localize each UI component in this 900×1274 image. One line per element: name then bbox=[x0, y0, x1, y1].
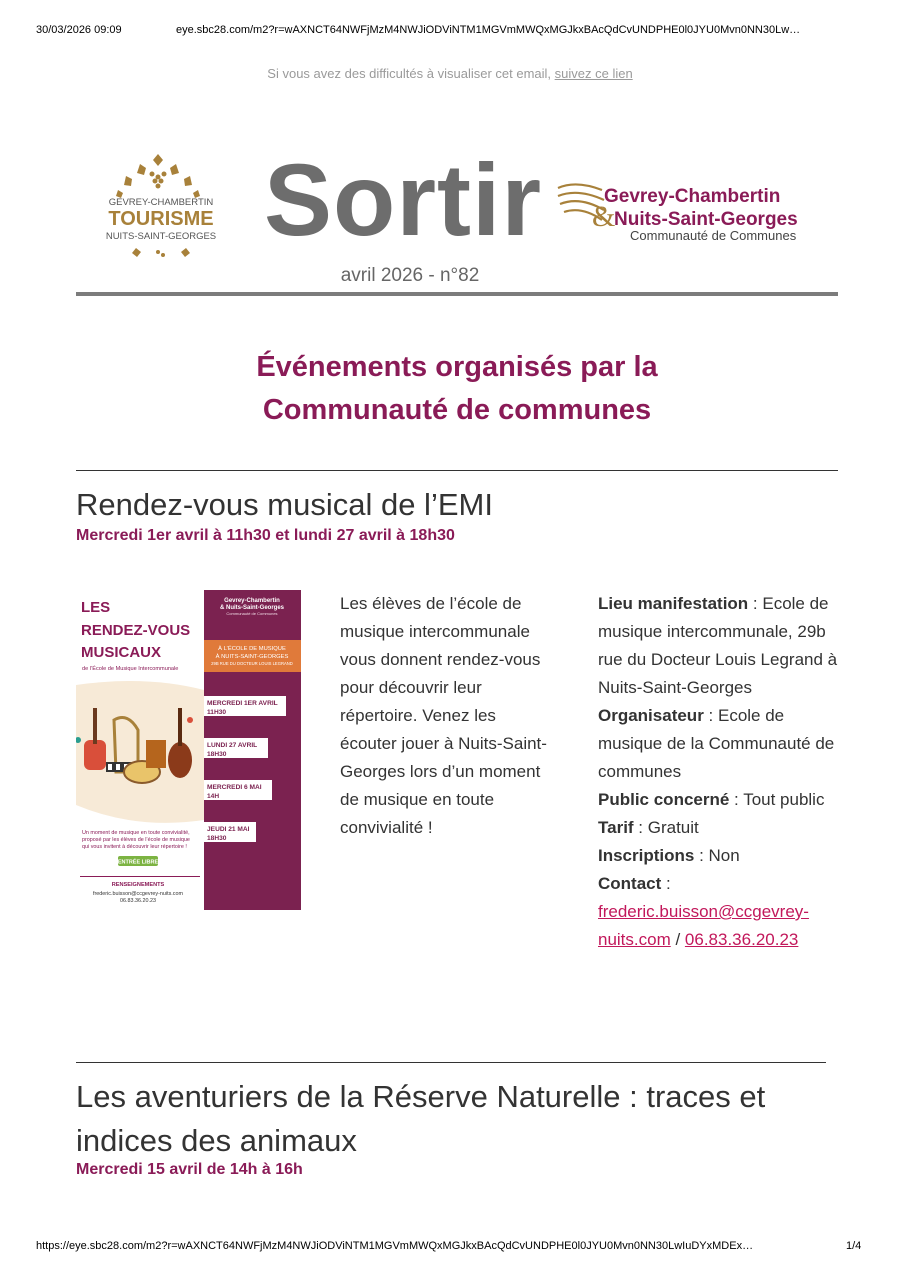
event-info bbox=[598, 590, 838, 954]
poster-place2: À NUITS-SAINT-GEORGES bbox=[215, 654, 289, 660]
communaute-logo-line2: Nuits-Saint-Georges bbox=[614, 209, 798, 230]
poster-place3: 29B RUE DU DOCTEUR LOUIS LEGRAND bbox=[211, 661, 293, 666]
vine-bottom-icon bbox=[132, 248, 190, 257]
newsletter-title: Sortir bbox=[264, 143, 543, 257]
section-title-line2: Communauté de communes bbox=[262, 394, 652, 426]
view-online-link[interactable]: suivez ce lien bbox=[554, 66, 633, 81]
poster-info-phone: 06.83.36.20.23 bbox=[120, 898, 156, 904]
print-url: eye.sbc28.com/m2?r=wAXNCT64NWFjMzM4NWJiODViNTM1MGVmMWQxMGJkxBAcQdCvUNDPHE0l0JYU0Mvn0NN30Lw… bbox=[176, 24, 801, 36]
poster-date2-day: LUNDI 27 AVRIL bbox=[207, 742, 258, 749]
event-divider bbox=[76, 1062, 826, 1063]
poster-brand1: Gevrey-Chambertin bbox=[224, 598, 280, 604]
contact-phone-link[interactable]: 06.83.36.20.23 bbox=[684, 930, 799, 949]
poster-blurb2: proposé par les élèves de l’école de musique bbox=[82, 837, 190, 843]
event-title: Rendez-vous musical de l’EMI bbox=[76, 487, 493, 522]
poster-heading1: LES bbox=[81, 599, 111, 616]
poster-info-title: RENSEIGNEMENTS bbox=[111, 882, 165, 888]
poster-date2-time: 18H30 bbox=[207, 751, 227, 758]
communaute-logo-line1: Gevrey-Chambertin bbox=[604, 186, 781, 207]
poster-date1-day: MERCREDI 1ER AVRIL bbox=[207, 700, 278, 707]
poster-info-email: frederic.buisson@ccgevrey-nuits.com bbox=[93, 891, 183, 897]
public-value: : Tout public bbox=[729, 790, 825, 809]
event-description: Les élèves de l’école de musique intercommunale vous donnent rendez-vous pour découvrir leur répertoire. Venez les écouter jouer à Nuits-Saint-Georges lors d’un moment de musique en toute convivialité ! bbox=[340, 594, 547, 837]
tarif-label: Tarif bbox=[598, 818, 634, 837]
poster-subheading: de l’École de Musique Intercommunale bbox=[82, 666, 179, 672]
view-notice-text: Si vous avez des difficultés à visualiser cet email, bbox=[267, 66, 555, 81]
organisateur-value: : Ecole de musique de la Communauté de communes bbox=[598, 706, 835, 781]
poster-date3-time: 14H bbox=[207, 793, 220, 800]
event-divider bbox=[76, 470, 838, 471]
contact-email-link[interactable]: frederic.buisson@ccgevrey-nuits.com bbox=[598, 902, 809, 949]
lieu-value: : Ecole de musique intercommunale, 29b rue du Docteur Louis Legrand à Nuits-Saint-Georges bbox=[598, 594, 838, 697]
contact-label: Contact bbox=[598, 874, 662, 893]
ampersand-icon: & bbox=[592, 200, 616, 233]
section-title-line1: Événements organisés par la bbox=[256, 351, 658, 383]
organisateur-label: Organisateur bbox=[598, 706, 704, 725]
poster-brand3: Communauté de Communes bbox=[226, 611, 278, 616]
poster-heading2: RENDEZ-VOUS bbox=[81, 622, 191, 639]
tourisme-logo-line3: NUITS-SAINT-GEORGES bbox=[105, 231, 217, 242]
poster-date1-time: 11H30 bbox=[207, 709, 227, 716]
tourisme-logo[interactable] bbox=[96, 150, 226, 262]
section-title bbox=[76, 346, 838, 432]
poster-date3-day: MERCREDI 6 MAI bbox=[207, 784, 262, 791]
poster-date4-time: 18H30 bbox=[207, 835, 227, 842]
poster-place1: À L’ÉCOLE DE MUSIQUE bbox=[218, 646, 286, 652]
communaute-logo-line3: Communauté de Communes bbox=[630, 228, 797, 243]
masthead-divider bbox=[76, 292, 838, 296]
contact-slash: / bbox=[670, 930, 685, 949]
print-footer-url: https://eye.sbc28.com/m2?r=wAXNCT64NWFjMzM4NWJiODViNTM1MGVmMWQxMGJkxBAcQdCvUNDPHE0l0JYU0Mvn0NN30LwIuDYxMDEx… bbox=[36, 1240, 754, 1252]
poster-blurb1: Un moment de musique en toute convivialité, bbox=[82, 830, 190, 836]
inscriptions-value: : Non bbox=[694, 846, 740, 865]
tourisme-logo-line2: TOURISME bbox=[108, 208, 214, 230]
event-poster[interactable] bbox=[76, 590, 301, 910]
public-label: Public concerné bbox=[598, 790, 730, 809]
view-notice bbox=[0, 66, 900, 81]
lieu-label: Lieu manifestation bbox=[598, 594, 749, 613]
tarif-value: : Gratuit bbox=[633, 818, 699, 837]
communaute-logo[interactable] bbox=[556, 176, 836, 246]
poster-badge: ENTRÉE LIBRE bbox=[117, 859, 159, 866]
issue-number: avril 2026 - n°82 bbox=[340, 265, 480, 286]
poster-brand2: & Nuits-Saint-Georges bbox=[219, 605, 285, 611]
vine-leaves-icon bbox=[116, 154, 200, 198]
event-date: Mercredi 15 avril de 14h à 16h bbox=[76, 1161, 303, 1178]
poster-heading3: MUSICAUX bbox=[81, 644, 162, 661]
event-date: Mercredi 1er avril à 11h30 et lundi 27 avril à 18h30 bbox=[76, 527, 455, 544]
poster-blurb3: qui vous invitent à découvrir leur répertoire ! bbox=[82, 844, 187, 850]
event-title: Les aventuriers de la Réserve Naturelle : traces et indices des animaux bbox=[76, 1079, 766, 1158]
contact-separator: : bbox=[661, 874, 671, 893]
inscriptions-label: Inscriptions bbox=[598, 846, 695, 865]
poster-date4-day: JEUDI 21 MAI bbox=[207, 826, 250, 833]
page-number: 1/4 bbox=[846, 1240, 862, 1252]
print-date: 30/03/2026 09:09 bbox=[36, 24, 122, 36]
tourisme-logo-line1: GEVREY-CHAMBERTIN bbox=[108, 197, 214, 208]
